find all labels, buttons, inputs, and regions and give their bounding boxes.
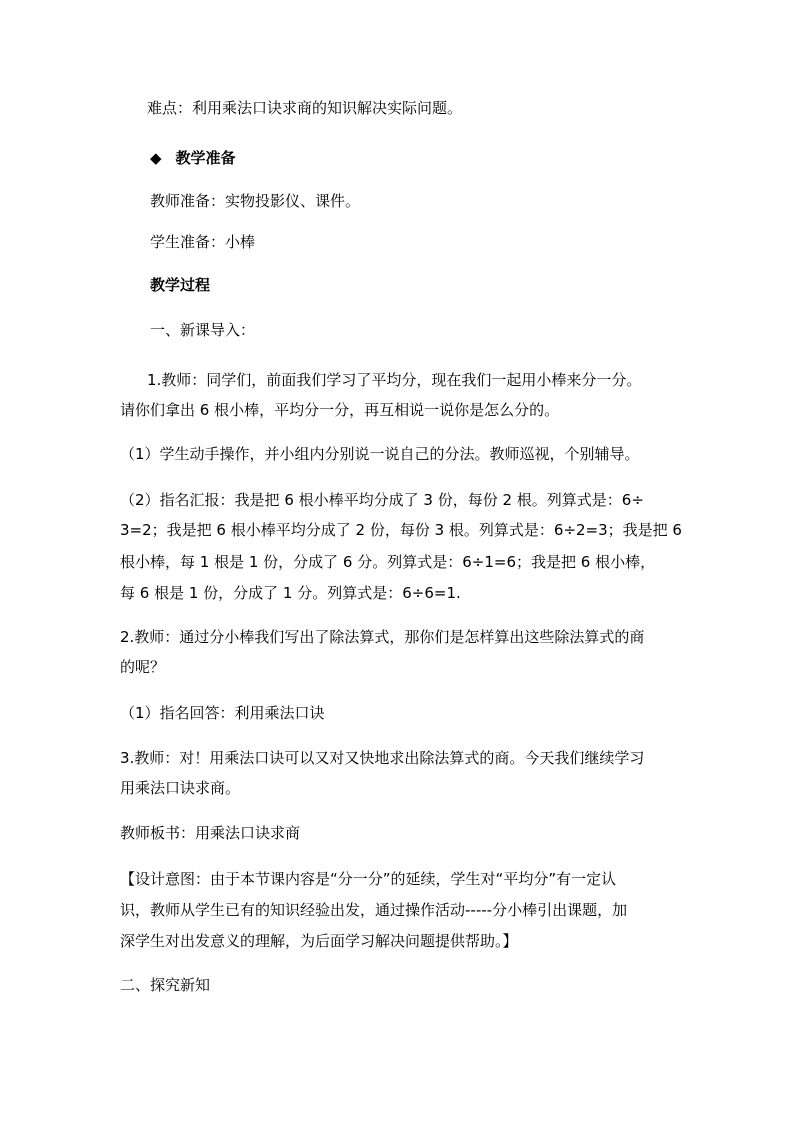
step3-line-2: 用乘法口诀求商。	[120, 779, 241, 797]
student-prep: 学生准备：小棒	[150, 233, 256, 251]
step3-line-1: 3.教师：对！用乘法口诀可以又对又快地求出除法算式的商。今天我们继续学习	[120, 749, 645, 767]
teacher-prep: 教师准备：实物投影仪、课件。	[150, 192, 361, 210]
difficulty-text: 难点：利用乘法口诀求商的知识解决实际问题。	[147, 99, 463, 117]
teacher-board: 教师板书：用乘法口诀求商	[120, 824, 301, 842]
prep-heading-row	[150, 148, 236, 168]
step2-line-2: 的呢？	[120, 658, 166, 676]
step1-line-2: 请你们拿出 6 根小棒，平均分一分，再互相说一说你是怎么分的。	[120, 401, 560, 419]
prep-heading: 教学准备	[175, 149, 236, 167]
design-intent-line-3: 深学生对出发意义的理解，为后面学习解决问题提供帮助。】	[120, 932, 518, 950]
step2-sub1: （1）指名回答：利用乘法口诀	[120, 704, 325, 722]
design-intent-line-1: 【设计意图：由于本节课内容是“分一分”的延续，学生对“平均分”有一定认	[120, 870, 617, 888]
design-intent-line-2: 识，教师从学生已有的知识经验出发，通过操作活动-----分小棒引出课题，加	[120, 901, 628, 919]
step1-sub2-line-4: 每 6 根是 1 份，分成了 1 分。列算式是：6÷6=1.	[120, 584, 461, 602]
step1-sub1: （1）学生动手操作，并小组内分别说一说自己的分法。教师巡视，个别辅导。	[120, 445, 640, 463]
step1-sub2-line-2: 3=2；我是把 6 根小棒平均分成了 2 份，每份 3 根。列算式是：6÷2=3；我是把 6	[120, 521, 682, 539]
section-heading-1: 一、新课导入：	[150, 321, 256, 339]
process-heading: 教学过程	[150, 276, 211, 294]
step1-line-1: 1.教师：同学们，前面我们学习了平均分，现在我们一起用小棒来分一分。	[147, 371, 642, 389]
step2-line-1: 2.教师：通过分小棒我们写出了除法算式，那你们是怎样算出这些除法算式的商	[120, 628, 645, 646]
section-heading-2: 二、探究新知	[120, 976, 211, 994]
diamond-bullet-icon: ◆	[150, 149, 162, 167]
step1-sub2-line-1: （2）指名汇报：我是把 6 根小棒平均分成了 3 份，每份 2 根。列算式是：6÷	[120, 491, 644, 509]
step1-sub2-line-3: 根小棒，每 1 根是 1 份，分成了 6 分。列算式是：6÷1=6；我是把 6 根小棒，	[120, 553, 656, 571]
